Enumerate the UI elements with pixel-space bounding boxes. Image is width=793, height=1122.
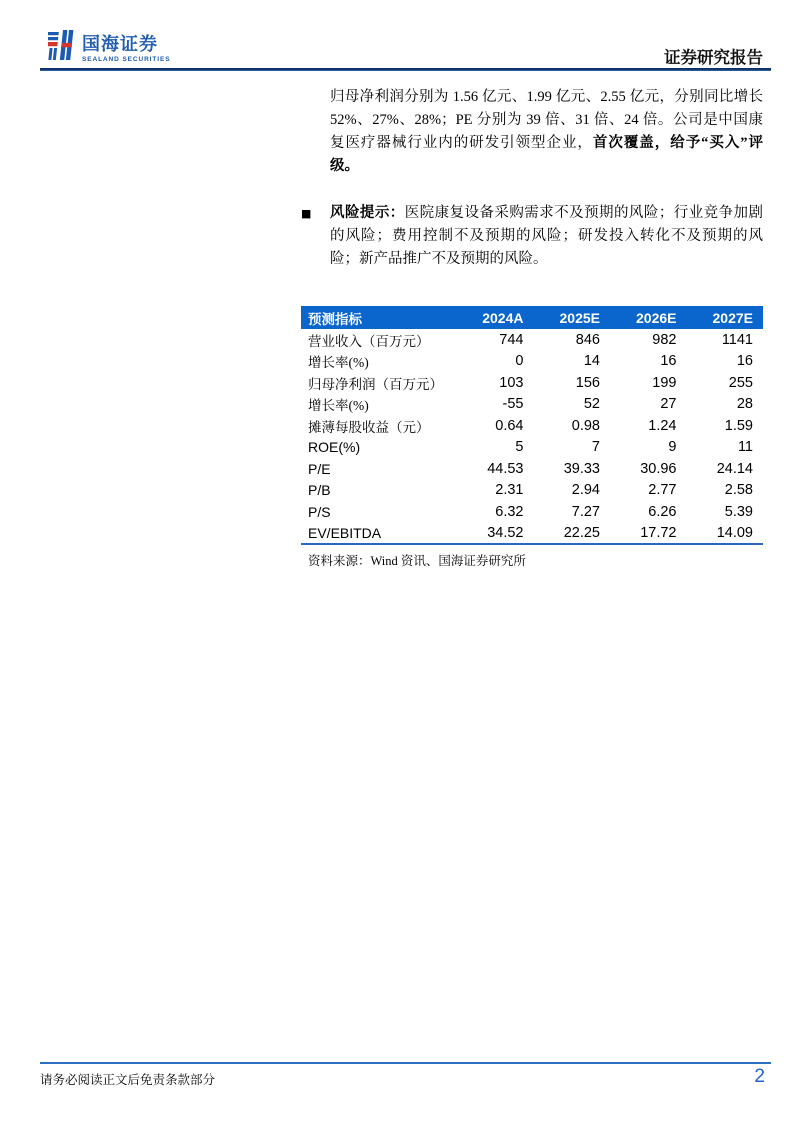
row-value: 103 — [499, 374, 524, 391]
report-type-label: 证券研究报告 — [664, 48, 763, 67]
forecast-table-body — [301, 329, 763, 544]
row-value: 11 — [737, 439, 753, 456]
row-value: 1141 — [721, 331, 753, 348]
risk-label: 风险提示： — [330, 205, 405, 221]
column-header-year: 2025E — [534, 306, 611, 329]
header-divider — [40, 68, 771, 71]
row-value: -55 — [502, 396, 524, 413]
row-value: 156 — [575, 374, 600, 391]
row-value: 255 — [728, 374, 753, 391]
row-value: 1.59 — [724, 417, 753, 434]
row-value: 199 — [652, 374, 677, 391]
row-label: EV/EBITDA — [308, 524, 382, 541]
row-label: P/S — [308, 503, 331, 520]
column-header-year: 2026E — [610, 306, 687, 329]
row-value: 2.94 — [571, 482, 600, 499]
row-value: 9 — [668, 439, 677, 456]
table-row — [301, 480, 763, 502]
row-value: 30.96 — [640, 460, 677, 477]
table-row — [301, 523, 763, 545]
column-header-metric: 预测指标 — [301, 306, 457, 329]
row-value: 0.98 — [571, 417, 600, 434]
table-row — [301, 329, 763, 351]
data-source-note: 资料来源：Wind 资讯、国海证券研究所 — [308, 554, 526, 568]
row-value: 14 — [583, 353, 600, 370]
rating-statement: 首次覆盖，给予“买入”评级。 — [330, 135, 764, 174]
row-value: 24.14 — [716, 460, 753, 477]
row-value: 846 — [575, 331, 600, 348]
row-value: 6.32 — [495, 503, 524, 520]
row-value: 982 — [652, 331, 677, 348]
table-row — [301, 394, 763, 416]
table-row — [301, 372, 763, 394]
risk-section — [301, 202, 763, 271]
table-row — [301, 437, 763, 459]
row-label: 归母净利润（百万元） — [308, 376, 443, 392]
row-value: 2.77 — [648, 482, 677, 499]
brand-logo — [48, 30, 170, 67]
main-content — [301, 86, 763, 569]
row-label: P/E — [308, 460, 331, 477]
row-value: 7.27 — [571, 503, 600, 520]
summary-paragraph — [330, 86, 763, 178]
row-value: 39.33 — [563, 460, 600, 477]
square-bullet-icon: ■ — [301, 207, 312, 220]
row-value: 0.64 — [495, 417, 524, 434]
row-value: 2.31 — [495, 482, 524, 499]
row-value: 1.24 — [648, 417, 677, 434]
table-row — [301, 351, 763, 373]
brand-name-cn: 国海证券 — [82, 34, 158, 54]
row-value: 2.58 — [724, 482, 753, 499]
risk-text: 医院康复设备采购需求不及预期的风险；行业竞争加剧的风险；费用控制不及预期的风险；研发投入转化不及预期的风险；新产品推广不及预期的风险。 — [330, 205, 764, 267]
summary-text: 归母净利润分别为 1.56 亿元、1.99 亿元、2.55 亿元，分别同比增长 52%、27%、28%；PE 分别为 39 倍、31 倍、24 倍。公司是中国康复医疗器械行业内的研发引领型企业， — [330, 89, 763, 151]
row-label: ROE(%) — [308, 439, 361, 456]
brand-name-en: SEALAND SECURITIES — [82, 56, 171, 63]
row-value: 17.72 — [640, 524, 677, 541]
forecast-table-section — [301, 306, 763, 569]
row-value: 44.53 — [487, 460, 524, 477]
row-label: 增长率(%) — [308, 398, 369, 414]
row-value: 34.52 — [487, 524, 524, 541]
forecast-table — [301, 306, 763, 545]
sealand-logo-icon — [48, 30, 75, 67]
risk-paragraph — [330, 202, 763, 271]
row-value: 744 — [499, 331, 524, 348]
forecast-table-header-row — [301, 306, 763, 329]
row-label: 摊薄每股收益（元） — [308, 419, 430, 435]
row-value: 52 — [583, 396, 600, 413]
row-value: 16 — [736, 353, 753, 370]
table-row — [301, 415, 763, 437]
row-value: 22.25 — [563, 524, 600, 541]
row-label: P/B — [308, 482, 331, 499]
table-row — [301, 458, 763, 480]
row-value: 7 — [591, 439, 600, 456]
row-label: 增长率(%) — [308, 355, 369, 371]
row-value: 6.26 — [648, 503, 677, 520]
page-number: 2 — [754, 1066, 765, 1087]
row-value: 14.09 — [716, 524, 753, 541]
footer-disclaimer: 请务必阅读正文后免责条款部分 — [40, 1073, 216, 1087]
row-value: 16 — [660, 353, 677, 370]
column-header-year: 2024A — [457, 306, 534, 329]
row-label: 营业收入（百万元） — [308, 333, 430, 349]
row-value: 0 — [515, 353, 524, 370]
row-value: 5 — [515, 439, 524, 456]
row-value: 5.39 — [724, 503, 753, 520]
row-value: 27 — [660, 396, 677, 413]
column-header-year: 2027E — [687, 306, 764, 329]
footer-divider — [40, 1062, 771, 1064]
row-value: 28 — [736, 396, 753, 413]
table-row — [301, 501, 763, 523]
